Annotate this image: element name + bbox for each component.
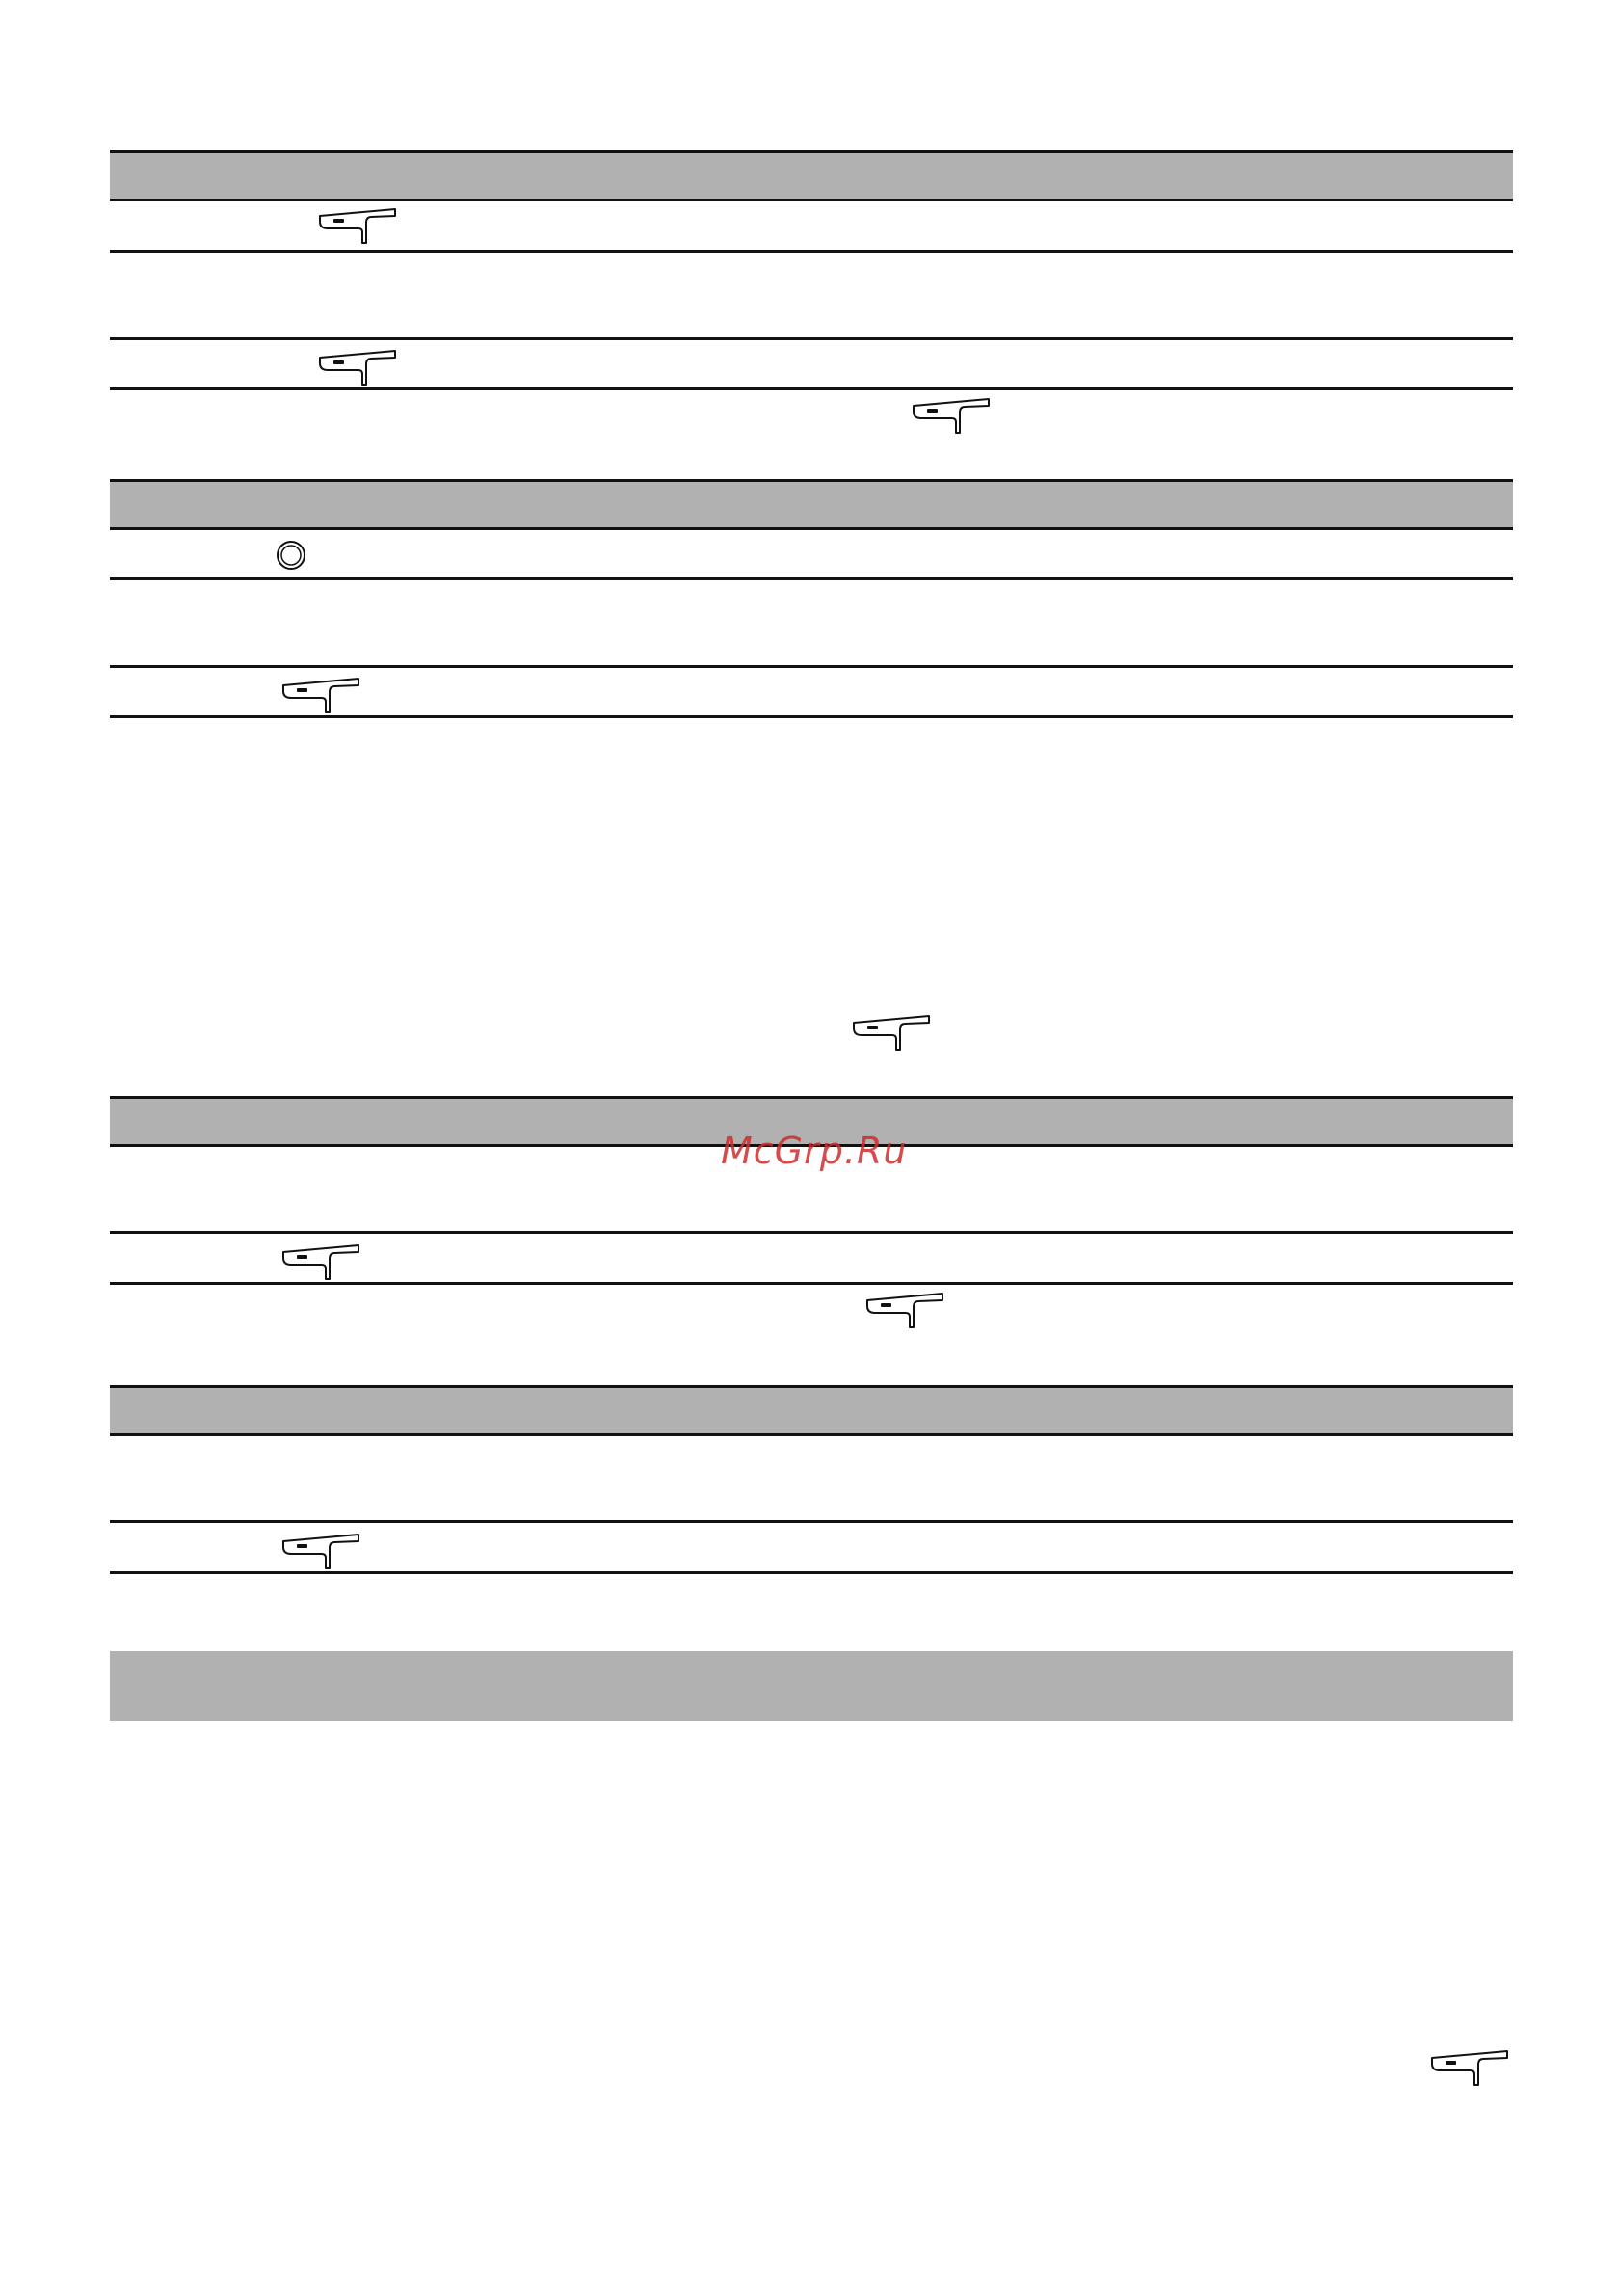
softkey-icon [281,1243,364,1282]
rule [110,199,1513,201]
softkey-icon [852,1014,935,1053]
softkey-icon [912,397,995,436]
rule [110,1385,1513,1388]
rule [110,1231,1513,1234]
section-header-2 [110,482,1513,528]
rule [110,1433,1513,1436]
rule [110,715,1513,718]
softkey-icon [318,207,401,246]
softkey-icon [281,1533,364,1571]
rule [110,665,1513,668]
softkey-icon [1430,2049,1513,2088]
section-header-1 [110,152,1513,199]
softkey-icon [318,349,401,387]
section-header-4 [110,1387,1513,1433]
watermark: McGrp.Ru [721,1130,908,1172]
rule [110,250,1513,253]
rule [110,337,1513,340]
rule [110,527,1513,530]
softkey-icon [281,677,364,715]
rule [110,1520,1513,1523]
rule [110,479,1513,482]
rule [110,1282,1513,1285]
rule [110,1571,1513,1574]
circle-key-icon [276,540,306,571]
rule [110,1096,1513,1099]
rule [110,577,1513,580]
section-header-5 [110,1651,1513,1721]
rule [110,150,1513,153]
softkey-icon [865,1292,948,1330]
rule [110,387,1513,390]
